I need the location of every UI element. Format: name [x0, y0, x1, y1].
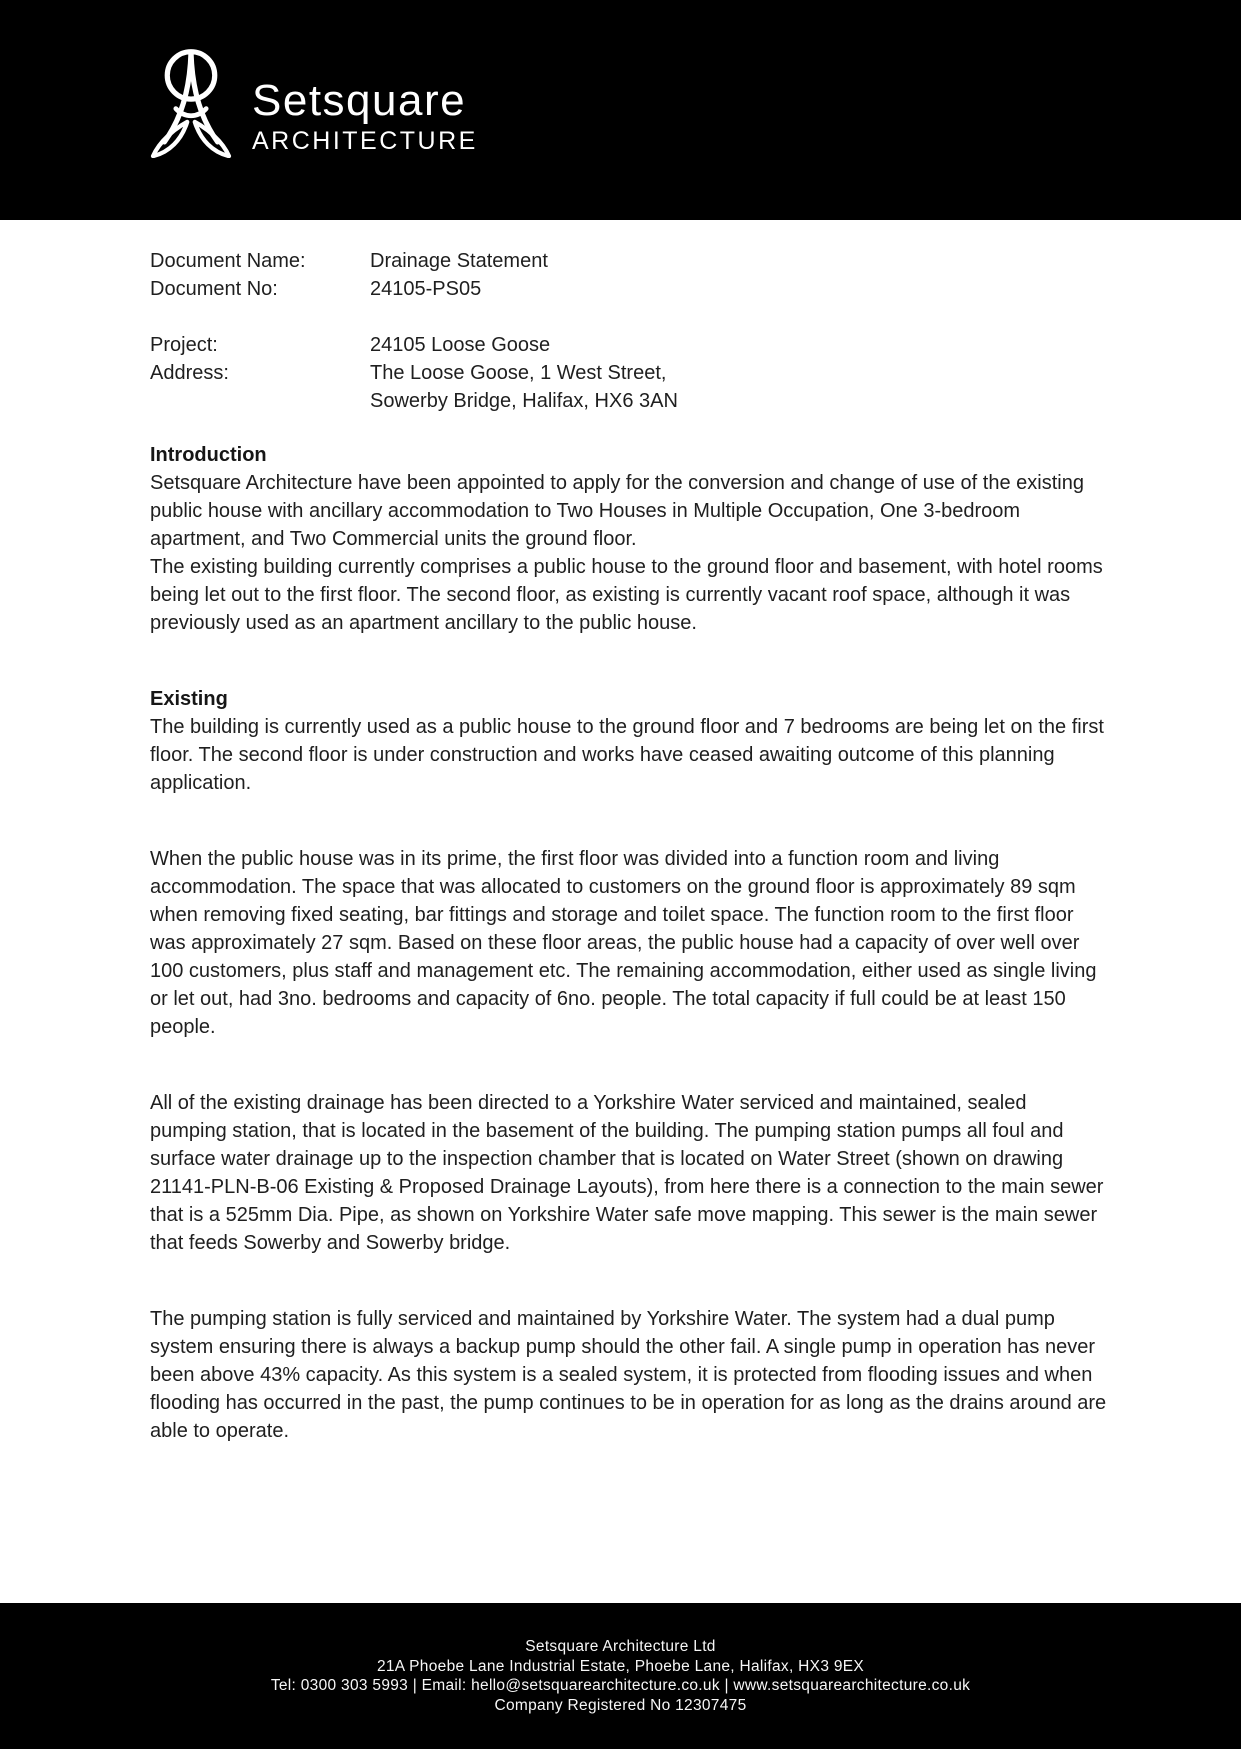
footer-band: [0, 1603, 1241, 1749]
document-number-label: Document No:: [150, 278, 278, 300]
document-body: [150, 247, 1108, 1445]
paragraph: All of the existing drainage has been directed to a Yorkshire Water serviced and maintained, sealed pumping station, that is located in the basement of the building. The pumping station pumps all foul and surface water drainage up to the inspection chamber that is located on Water Street (shown on drawing 21141-PLN-B-06 Existing & Proposed Drainage Layouts), from here there is a connection to the main sewer that is a 525mm Dia. Pipe, as shown on Yorkshire Water safe move mapping. This sewer is the main sewer that feeds Sowerby and Sowerby bridge.: [150, 1092, 1104, 1254]
document-name-value: Drainage Statement: [370, 250, 548, 272]
section-heading-existing: Existing: [150, 688, 228, 710]
address-line-1: The Loose Goose, 1 West Street,: [370, 362, 667, 384]
document-name-label: Document Name:: [150, 250, 306, 272]
section-introduction: [150, 441, 1108, 637]
footer-address: 21A Phoebe Lane Industrial Estate, Phoebe Lane, Halifax, HX3 9EX: [376, 1657, 865, 1675]
document-number-value: 24105-PS05: [370, 278, 482, 300]
section-heading-introduction: Introduction: [150, 444, 267, 466]
paragraph: Setsquare Architecture have been appointed to apply for the conversion and change of use of the existing public house with ancillary accommodation to Two Houses in Multiple Occupation, One 3-bedroom apartment, and Two Commercial units the ground floor.: [150, 472, 1084, 550]
paragraph: When the public house was in its prime, the first floor was divided into a function room and living accommodation. The space that was allocated to customers on the ground floor is approximately 89 sqm when removing fixed seating, bar fittings and storage and toilet space. The function room to the first floor was approximately 27 sqm. Based on these floor areas, the public house had a capacity of over well over 100 customers, plus staff and management etc. The remaining accommodation, either used as single living or let out, had 3no. bedrooms and capacity of 6no. people. The total capacity if full could be at least 150 people.: [150, 848, 1097, 1038]
address-label: Address:: [150, 362, 229, 384]
info-row-address: [150, 359, 1108, 415]
paragraph: The building is currently used as a public house to the ground floor and 7 bedrooms are being let on the first floor. The second floor is under construction and works have ceased awaiting outcome of this planning application.: [150, 716, 1104, 794]
info-row-document-name: [150, 247, 1108, 275]
logo-wordmark: Setsquare: [252, 76, 467, 125]
paragraph: The existing building currently comprises a public house to the ground floor and basement, with hotel rooms being let out to the first floor. The second floor, as existing is currently vacant roof space, although it was previously used as an apartment ancillary to the public house.: [150, 556, 1103, 634]
info-row-project: [150, 331, 1108, 359]
project-value: 24105 Loose Goose: [370, 334, 551, 356]
footer-contact: Tel: 0300 303 5993 | Email: hello@setsquarearchitecture.co.uk | www.setsquarearchitecture.co.uk: [270, 1677, 971, 1694]
address-line-2: Sowerby Bridge, Halifax, HX6 3AN: [370, 390, 678, 412]
document-info: [150, 247, 1108, 415]
logo-subtitle: ARCHITECTURE: [252, 127, 478, 155]
paragraph: The pumping station is fully serviced and maintained by Yorkshire Water. The system had a dual pump system ensuring there is always a backup pump should the other fail. A single pump in operation has never been above 43% capacity. As this system is a sealed system, it is protected from flooding issues and when flooding has occurred in the past, the pump continues to be in operation for as long as the drains around are able to operate.: [150, 1308, 1107, 1442]
project-label: Project:: [150, 334, 218, 356]
header-band: [0, 0, 1241, 220]
section-existing: [150, 685, 1108, 1445]
logo: [148, 46, 478, 158]
setsquare-logo-icon: [148, 46, 234, 158]
footer-registration: Company Registered No 12307475: [494, 1696, 747, 1714]
logo-text: [252, 76, 478, 158]
address-value: [370, 359, 1108, 415]
footer-company-name: Setsquare Architecture Ltd: [525, 1638, 716, 1655]
info-row-document-number: [150, 275, 1108, 303]
